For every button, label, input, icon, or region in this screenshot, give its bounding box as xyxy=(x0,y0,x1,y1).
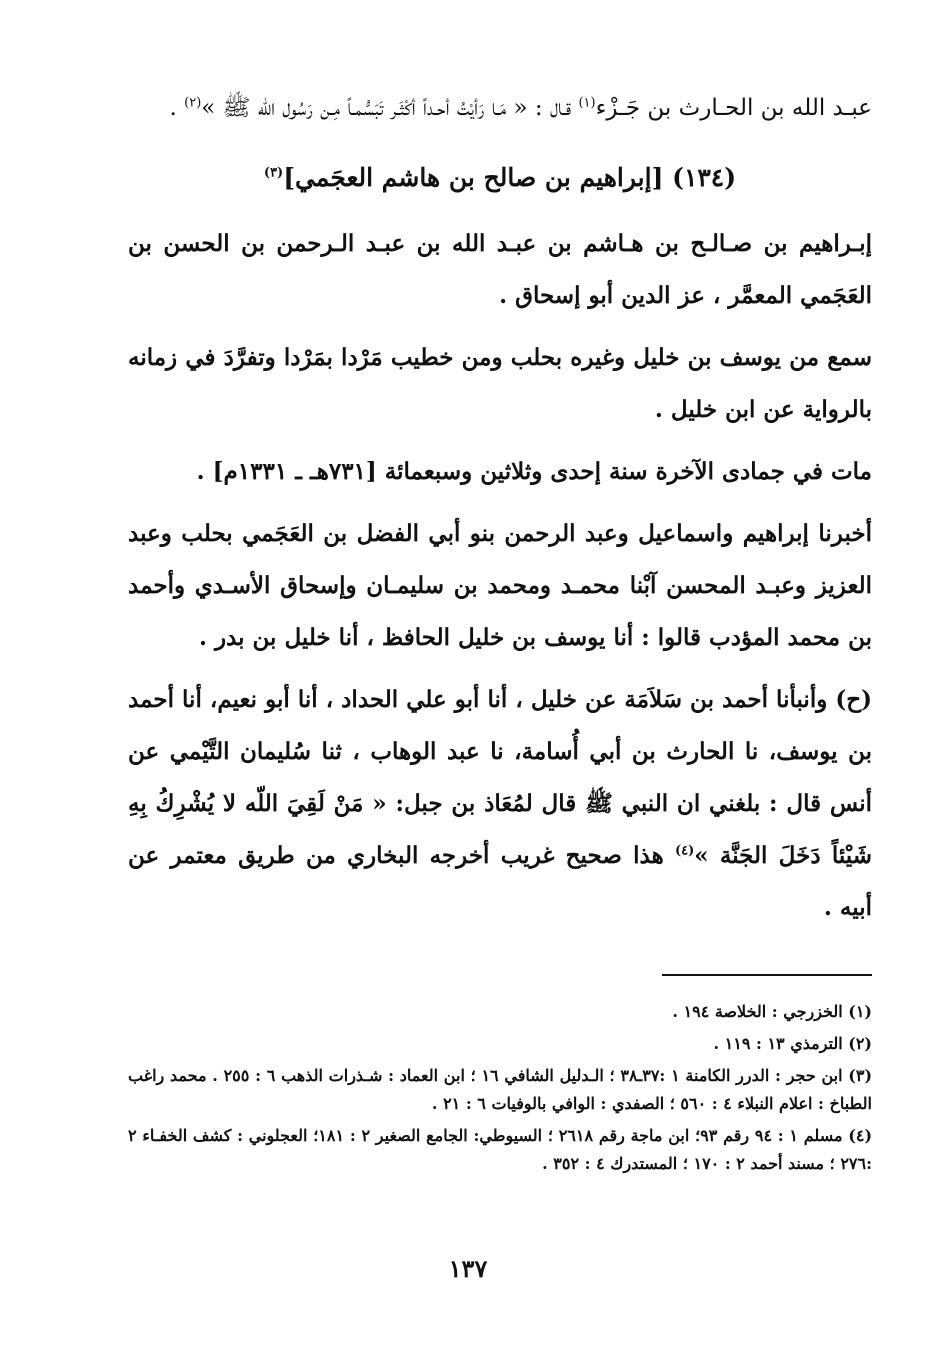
page-number: ١٣٧ xyxy=(448,1254,488,1283)
footnotes xyxy=(128,998,872,1182)
footnote-ref-3[interactable]: (٣) xyxy=(263,165,284,181)
text-span: عبـد الله بن الحـارث بن جَـزْء xyxy=(595,95,872,121)
text-span: هذا صحيح غريب أخرجه البخاري من طريق معتمر عن أبيه . xyxy=(128,842,872,921)
paragraph-lineage: إبـراهيم بن صـالـح بن هـاشم بن عبـد الله بن عبـد الـرحمن بن الحسن بن العَجَمي المعمَّر ، عز الدين أبو إسحاق . xyxy=(128,230,872,309)
footnote-1: (١) الخزرجي : الخلاصة ١٩٤ . xyxy=(672,1002,872,1021)
footnote-ref-2[interactable]: (٢) xyxy=(184,95,202,111)
entry-heading xyxy=(128,152,872,204)
footnote-3: (٣) ابن حجر : الدرر الكامنة ١ :٣٧ـ٣٨ ؛ الـدليل الشافي ١٦ ؛ ابن العماد : شـذرات الذهب ٦ : ٢٥٥ . محمد راغب الطباخ : اعلام النبلاء ٤ : ٥٦٠ ؛ الصفدي : الوافي بالوفيات ٦ : ٢١ . xyxy=(128,1066,873,1113)
paragraph-hadith-intro xyxy=(128,82,872,134)
text-span: . xyxy=(169,95,185,121)
paragraph-death: مات في جمادى الآخرة سنة إحدى وثلاثين وسبعمائة [٧٣١هـ ـ ١٣٣١م] . xyxy=(196,458,872,485)
paragraph-chain-1: أخبرنا إبراهيم واسماعيل وعبد الرحمن بنو أبي الفضل بن العَجَمي بحلب وعبد العزيز وعبـد المحسن آبْنا محمـد ومحمد بن سليمـان وإسحاق الأسـدي وأحمد بن محمد المؤدب قالوا : أنا يوسف بن خليل الحافظ ، أنا خليل بن بدر . xyxy=(128,520,872,651)
footnote-ref-4[interactable]: (٤) xyxy=(674,843,695,859)
footnote-4: (٤) مسلم ١ : ٩٤ رقم ٩٣؛ ابن ماجة رقم ٢٦١٨ ؛ السيوطي: الجامع الصغير ٢ : ١٨١؛ العجلوني : كشف الخفـاء ٢ :٢٧٦ ؛ مسند أحمد ٢ : ١٧٠ ؛ المستدرك ٤ : ٣٥٢ . xyxy=(128,1126,873,1173)
heading-text: (١٣٤) [إبراهيم بن صالح بن هاشم العجَمي] xyxy=(283,163,737,192)
text-span: قـال : « مَـا رَأيْتُ أحـداً أكْثَـر تَبَسُّمـاً مِـن رَسُول الله ﷺ » xyxy=(201,95,579,121)
footnote-ref-1[interactable]: (١) xyxy=(578,95,596,111)
main-text xyxy=(128,82,872,944)
footnote-2: (٢) الترمذي ١٣ : ١١٩ . xyxy=(713,1034,872,1053)
footnote-divider xyxy=(662,974,872,976)
paragraph-chain-2 xyxy=(128,674,872,934)
paragraph-narration: سمع من يوسف بن خليل وغيره بحلب ومن خطيب مَرْدا بمَرْدا وتفرَّدَ في زمانه بالرواية عن ابن خليل . xyxy=(128,344,872,423)
text-span: (ح) وأنبأنا أحمد بن سَلاَمَة عن خليل ، أنا أبو علي الحداد ، أنا أبو نعيم، أنا أحمد بن يوسف، نا الحارث بن أبي أُسامة، نا عبد الوهاب ، ثنا سُليمان التَّيْمي عن أنس قال : بلغني ان النبي ﷺ قال لمُعَاذ بن جبل: « مَنْ لَقِيَ اللّه لا يُشْرِكُ بِهِ شَيْئاً دَخَلَ الجَنَّة » xyxy=(128,686,872,869)
